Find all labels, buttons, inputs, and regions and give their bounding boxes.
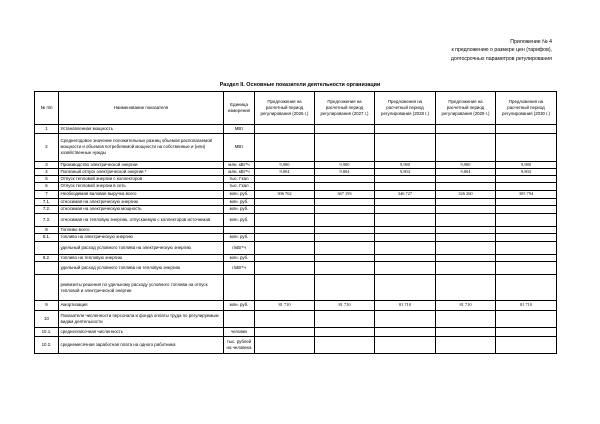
row-value-period-2027 xyxy=(315,241,375,254)
row-value-period-2027 xyxy=(315,226,375,234)
appendix-line-3: долгосрочных параметров регулирования xyxy=(450,55,552,62)
row-value-period-2029 xyxy=(436,327,496,336)
row-value-period-2026 xyxy=(255,125,315,134)
row-unit: млн. руб. xyxy=(224,213,255,226)
row-unit: млн. руб. xyxy=(224,190,255,198)
row-unit: тыс. рублей на человека xyxy=(224,336,255,353)
row-value-period-2027 xyxy=(315,262,375,275)
row-number: 7.1. xyxy=(35,198,59,206)
table-row xyxy=(35,336,557,353)
row-value-period-2028 xyxy=(375,175,436,182)
row-value-period-2030 xyxy=(496,198,557,206)
table-row xyxy=(35,198,557,206)
appendix-line-1: Приложение № 4 xyxy=(510,39,552,45)
row-value-period-2027: 81 710 xyxy=(315,301,375,311)
row-value-period-2028 xyxy=(375,234,436,242)
row-number: 3 xyxy=(35,161,59,168)
row-number xyxy=(35,275,59,301)
header-period-2027: Предложения на расчетный период регулирования (2027 г.) xyxy=(315,92,375,125)
row-indicator-name: среднесписочная численность xyxy=(59,327,224,336)
row-value-period-2027 xyxy=(315,213,375,226)
row-number: 7 xyxy=(35,190,59,198)
row-unit: млн. руб. xyxy=(224,254,255,262)
row-indicator-name: Отпуск тепловой энергии с коллекторов xyxy=(59,175,224,182)
row-value-period-2027 xyxy=(315,327,375,336)
row-number: 7.3. xyxy=(35,213,59,226)
table-row xyxy=(35,161,557,168)
row-value-period-2030 xyxy=(496,275,557,301)
row-value-period-2030 xyxy=(496,213,557,226)
row-value-period-2028 xyxy=(375,327,436,336)
row-value-period-2030: 305 794 xyxy=(496,190,557,198)
row-indicator-name: удельный расход условного топлива на тепловую энергию xyxy=(59,262,224,275)
row-indicator-name: топливо на электрическую энергию xyxy=(59,234,224,242)
row-value-period-2026: 306 762 xyxy=(255,190,315,198)
table-row xyxy=(35,275,557,301)
header-num: № п/п xyxy=(35,92,59,125)
table-row xyxy=(35,168,557,175)
row-number: 1 xyxy=(35,125,59,134)
row-value-period-2030 xyxy=(496,327,557,336)
table-row xyxy=(35,226,557,234)
row-value-period-2029 xyxy=(436,125,496,134)
row-value-period-2030 xyxy=(496,175,557,182)
row-indicator-name: удельный расход условного топлива на электрическую энергию xyxy=(59,241,224,254)
row-value-period-2030 xyxy=(496,241,557,254)
table-row xyxy=(35,206,557,214)
row-indicator-name: относимая на электрическую мощность xyxy=(59,206,224,214)
row-value-period-2027: 367 193 xyxy=(315,190,375,198)
row-value-period-2029 xyxy=(436,133,496,161)
row-value-period-2029 xyxy=(436,182,496,190)
row-value-period-2028 xyxy=(375,213,436,226)
row-unit: млн. кВт*ч xyxy=(224,168,255,175)
row-value-period-2028 xyxy=(375,182,436,190)
row-value-period-2030 xyxy=(496,336,557,353)
row-number: 10.1. xyxy=(35,327,59,336)
row-value-period-2029 xyxy=(436,213,496,226)
row-value-period-2028 xyxy=(375,310,436,327)
row-number: 2 xyxy=(35,133,59,161)
row-value-period-2026 xyxy=(255,133,315,161)
table-header-row xyxy=(35,92,557,125)
row-value-period-2026 xyxy=(255,234,315,242)
row-value-period-2026: 9,980 xyxy=(255,161,315,168)
row-number: 4 xyxy=(35,168,59,175)
row-indicator-name: Установленная мощность xyxy=(59,125,224,134)
row-value-period-2030: 9,804 xyxy=(496,168,557,175)
table-row xyxy=(35,327,557,336)
row-unit: человек xyxy=(224,327,255,336)
row-value-period-2028: 346 727 xyxy=(375,190,436,198)
row-value-period-2030: 81 710 xyxy=(496,301,557,311)
row-number: 10 xyxy=(35,310,59,327)
row-value-period-2030 xyxy=(496,310,557,327)
row-value-period-2028 xyxy=(375,254,436,262)
row-unit xyxy=(224,226,255,234)
row-number: 6 xyxy=(35,182,59,190)
row-value-period-2026 xyxy=(255,213,315,226)
row-number: 7.2. xyxy=(35,206,59,214)
row-value-period-2028: 81 710 xyxy=(375,301,436,311)
row-unit: млн. руб. xyxy=(224,301,255,311)
row-value-period-2027 xyxy=(315,206,375,214)
table-row xyxy=(35,241,557,254)
row-value-period-2028 xyxy=(375,336,436,353)
row-value-period-2028 xyxy=(375,198,436,206)
row-value-period-2029 xyxy=(436,262,496,275)
row-value-period-2026 xyxy=(255,241,315,254)
row-unit xyxy=(224,275,255,301)
row-unit: млн. руб. xyxy=(224,198,255,206)
row-indicator-name: Необходимая валовая выручка всего xyxy=(59,190,224,198)
row-value-period-2026: 9,804 xyxy=(255,168,315,175)
appendix-line-2: к предложению о размере цен (тарифов), xyxy=(451,47,552,54)
row-indicator-name: Среднегодовое значение положительных разниц объемов располагаемой мощности и объемов потребляемой мощности на собственные и (или) хозяйственные нужды xyxy=(59,133,224,161)
row-unit: МВт xyxy=(224,125,255,134)
header-period-2028: Предложения на расчетный период регулирования (2028 г.) xyxy=(375,92,436,125)
row-value-period-2030 xyxy=(496,226,557,234)
row-number: 5 xyxy=(35,175,59,182)
row-unit: тыс. Гкал xyxy=(224,182,255,190)
table-row xyxy=(35,125,557,134)
row-indicator-name: Производство электрической энергии xyxy=(59,161,224,168)
row-value-period-2026 xyxy=(255,327,315,336)
row-value-period-2029: 326 260 xyxy=(436,190,496,198)
row-value-period-2027: 9,804 xyxy=(315,168,375,175)
row-number: 8.1. xyxy=(35,234,59,242)
row-value-period-2029 xyxy=(436,206,496,214)
row-number: 9 xyxy=(35,301,59,311)
row-value-period-2029 xyxy=(436,310,496,327)
row-value-period-2030 xyxy=(496,182,557,190)
table-row xyxy=(35,301,557,311)
row-value-period-2027 xyxy=(315,198,375,206)
row-value-period-2027 xyxy=(315,133,375,161)
row-value-period-2028 xyxy=(375,125,436,134)
row-unit: млн. руб. xyxy=(224,234,255,242)
row-indicator-name: Отпуск тепловой энергии в сеть xyxy=(59,182,224,190)
row-value-period-2030 xyxy=(496,234,557,242)
row-value-period-2029: 9,804 xyxy=(436,168,496,175)
table-row xyxy=(35,213,557,226)
row-value-period-2029 xyxy=(436,275,496,301)
row-value-period-2029 xyxy=(436,198,496,206)
section-title: Раздел II. Основные показатели деятельности организации xyxy=(219,82,381,88)
row-value-period-2030 xyxy=(496,254,557,262)
table-row xyxy=(35,133,557,161)
indicators-table xyxy=(34,91,557,354)
row-unit: млн. кВт*ч xyxy=(224,161,255,168)
header-name: Наименование показателя xyxy=(59,92,224,125)
row-value-period-2029 xyxy=(436,226,496,234)
row-value-period-2027: 9,980 xyxy=(315,161,375,168)
row-value-period-2030 xyxy=(496,262,557,275)
table-row xyxy=(35,262,557,275)
row-value-period-2026 xyxy=(255,206,315,214)
row-value-period-2029: 9,980 xyxy=(436,161,496,168)
row-value-period-2028 xyxy=(375,241,436,254)
row-value-period-2027 xyxy=(315,234,375,242)
row-number xyxy=(35,262,59,275)
row-value-period-2026 xyxy=(255,182,315,190)
row-number xyxy=(35,241,59,254)
row-value-period-2026 xyxy=(255,198,315,206)
row-value-period-2026: 81 710 xyxy=(255,301,315,311)
row-indicator-name: Топливо всего xyxy=(59,226,224,234)
row-value-period-2026 xyxy=(255,275,315,301)
row-value-period-2030 xyxy=(496,133,557,161)
row-number: 8.2. xyxy=(35,254,59,262)
row-value-period-2029 xyxy=(436,254,496,262)
row-value-period-2026 xyxy=(255,254,315,262)
row-value-period-2029: 81 710 xyxy=(436,301,496,311)
table-row xyxy=(35,254,557,262)
row-value-period-2030 xyxy=(496,125,557,134)
row-value-period-2029 xyxy=(436,234,496,242)
row-value-period-2028 xyxy=(375,262,436,275)
row-unit: млн. руб. xyxy=(224,206,255,214)
table-row xyxy=(35,182,557,190)
row-number: 8 xyxy=(35,226,59,234)
row-value-period-2027 xyxy=(315,125,375,134)
row-value-period-2028 xyxy=(375,206,436,214)
table-row xyxy=(35,190,557,198)
row-indicator-name: Полезный отпуск электрической энергии * xyxy=(59,168,224,175)
row-value-period-2026 xyxy=(255,226,315,234)
header-period-2030: Предложения на расчетный период регулирования (2030 г.) xyxy=(496,92,557,125)
table-row xyxy=(35,310,557,327)
row-unit: МВт xyxy=(224,133,255,161)
row-value-period-2027 xyxy=(315,310,375,327)
row-unit: тыс. Гкал xyxy=(224,175,255,182)
row-value-period-2029 xyxy=(436,336,496,353)
row-value-period-2028 xyxy=(375,275,436,301)
row-value-period-2026 xyxy=(255,262,315,275)
row-value-period-2026 xyxy=(255,336,315,353)
row-unit xyxy=(224,310,255,327)
row-value-period-2029 xyxy=(436,175,496,182)
row-value-period-2028 xyxy=(375,133,436,161)
row-indicator-name: Амортизация xyxy=(59,301,224,311)
row-value-period-2026 xyxy=(255,310,315,327)
row-indicator-name: относимая на тепловую энергию, отпускаемую с коллекторов источников xyxy=(59,213,224,226)
table-row xyxy=(35,175,557,182)
row-value-period-2028 xyxy=(375,226,436,234)
header-period-2029: Предложения на расчетный период регулирования (2029 г.) xyxy=(436,92,496,125)
row-indicator-name: топливо на тепловую энергию xyxy=(59,254,224,262)
row-value-period-2030: 9,980 xyxy=(496,161,557,168)
row-indicator-name: относимая на электрическую энергию xyxy=(59,198,224,206)
row-indicator-name: Показатели численности персонала и фонда оплаты труда по регулируемым видам деятельности xyxy=(59,310,224,327)
header-unit: Единица измерения xyxy=(224,92,255,125)
appendix-block xyxy=(302,38,552,63)
row-value-period-2028: 9,980 xyxy=(375,161,436,168)
row-value-period-2028: 9,804 xyxy=(375,168,436,175)
row-indicator-name: среднемесячная заработная плата на одного работника xyxy=(59,336,224,353)
row-value-period-2026 xyxy=(255,175,315,182)
row-value-period-2030 xyxy=(496,206,557,214)
table-row xyxy=(35,234,557,242)
header-period-2026: Предложения на расчетный период регулирования (2026 г.) xyxy=(255,92,315,125)
row-value-period-2027 xyxy=(315,336,375,353)
row-value-period-2027 xyxy=(315,275,375,301)
table-body xyxy=(35,92,557,354)
row-unit: г/кВт*ч xyxy=(224,262,255,275)
row-value-period-2029 xyxy=(436,241,496,254)
row-value-period-2027 xyxy=(315,254,375,262)
row-value-period-2027 xyxy=(315,182,375,190)
row-number: 10.2. xyxy=(35,336,59,353)
row-indicator-name: реквизиты решения по удельному расходу условного топлива на отпуск тепловой и электрической энергии xyxy=(59,275,224,301)
row-value-period-2027 xyxy=(315,175,375,182)
row-unit: г/кВт*ч xyxy=(224,241,255,254)
